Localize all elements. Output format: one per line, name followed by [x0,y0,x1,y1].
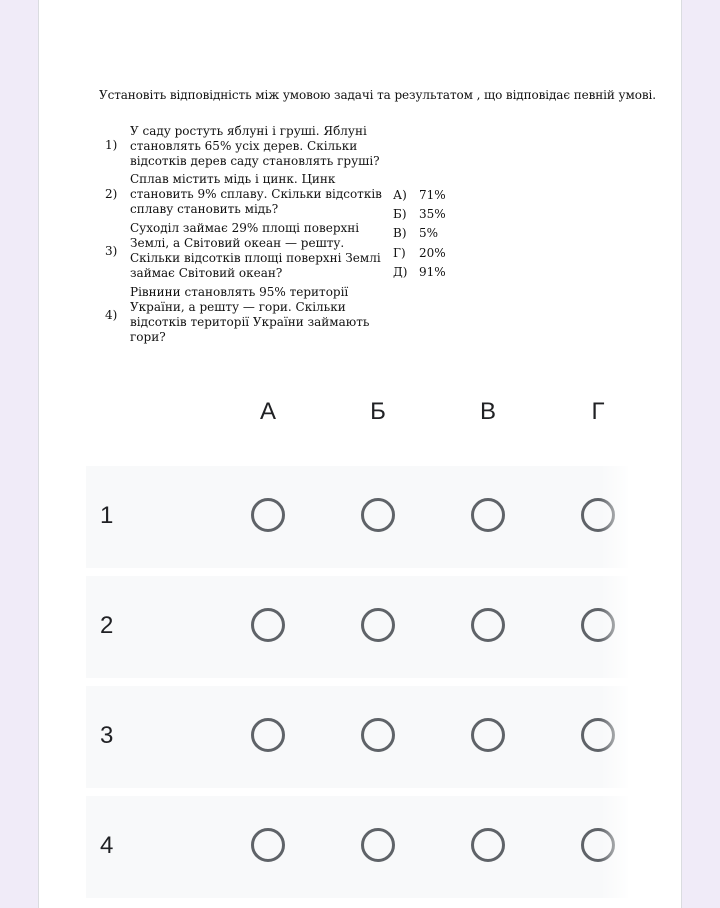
answer-letter: Б) [393,207,407,221]
row-label: 1 [100,502,114,529]
answer-letter: Г) [393,246,406,260]
radio-button-2-v[interactable] [471,608,505,642]
condition-text: Суходіл займає 29% площі поверхні Землі, а Світовий океан — решту. Скільки відсотків площі поверхні Землі займає Світовий океан? [130,221,381,280]
radio-button-4-v[interactable] [471,828,505,862]
answer-letter: В) [393,226,407,240]
answer-value: 5% [419,226,439,240]
grid-row-4 [86,796,628,898]
condition-text: Рівнини становлять 95% території України, а решту — гори. Скільки відсотків території України займають гори? [130,285,370,344]
radio-button-2-g[interactable] [581,608,615,642]
radio-button-1-v[interactable] [471,498,505,532]
radio-button-3-a[interactable] [251,718,285,752]
answer-letter: А) [393,188,407,202]
row-label: 4 [100,832,114,859]
radio-button-1-a[interactable] [251,498,285,532]
column-header-g: Г [591,398,605,425]
condition-number: 1) [105,138,118,152]
radio-button-4-b[interactable] [361,828,395,862]
condition-text: Сплав містить мідь і цинк. Цинк становить 9% сплаву. Скільки відсотків сплаву становить мідь? [130,172,382,216]
radio-button-2-b[interactable] [361,608,395,642]
radio-button-3-v[interactable] [471,718,505,752]
condition-text: У саду ростуть яблуні і груші. Яблуні становлять 65% усіх дерев. Скільки відсотків дерев саду становлять груші? [130,124,380,168]
radio-button-2-a[interactable] [251,608,285,642]
column-header-a: А [259,398,276,425]
row-label: 3 [100,722,114,749]
radio-button-3-g[interactable] [581,718,615,752]
answer-value: 71% [419,188,446,202]
condition-number: 3) [105,244,118,258]
radio-button-1-b[interactable] [361,498,395,532]
answer-value: 35% [419,207,446,221]
radio-button-4-g[interactable] [581,828,615,862]
grid-row-1 [86,466,628,568]
question-title: Установіть відповідність між умовою задачі та результатом , що відповідає певній умові. [99,88,656,102]
condition-number: 2) [105,187,118,201]
condition-number: 4) [105,308,118,322]
answer-value: 91% [419,265,446,279]
grid-row-3 [86,686,628,788]
radio-button-4-a[interactable] [251,828,285,862]
grid-row-2 [86,576,628,678]
radio-button-3-b[interactable] [361,718,395,752]
radio-button-1-g[interactable] [581,498,615,532]
answer-letter: Д) [393,265,408,279]
column-header-v: В [479,398,496,425]
column-header-b: Б [370,398,386,425]
answer-value: 20% [419,246,446,260]
row-label: 2 [100,612,114,639]
